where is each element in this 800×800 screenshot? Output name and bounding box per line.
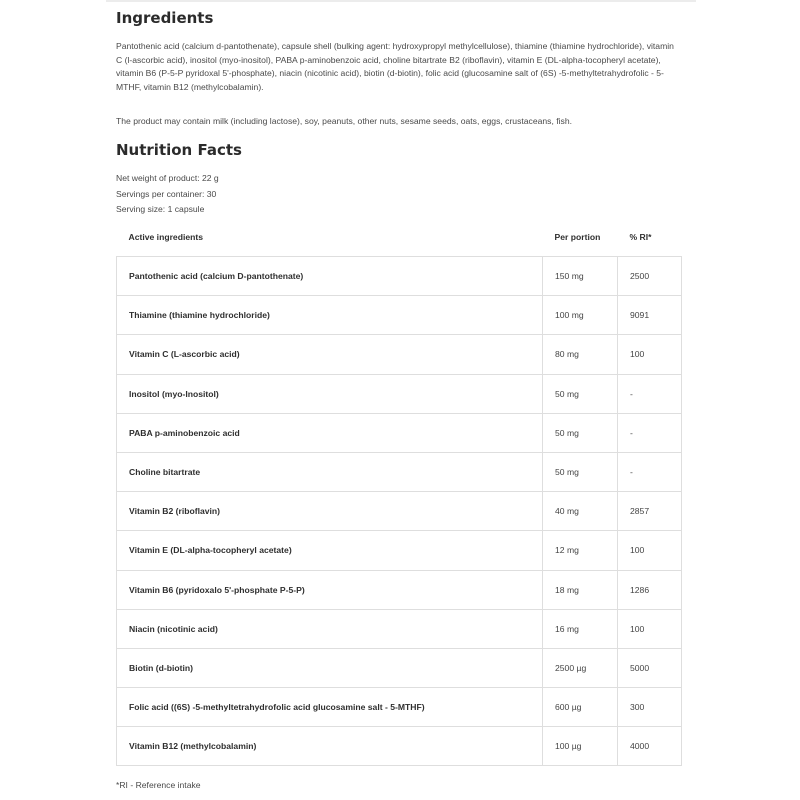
- ri-cell: 2857: [618, 492, 682, 531]
- ri-cell: 100: [618, 531, 682, 570]
- table-row: [117, 452, 682, 491]
- nutrition-table: [116, 217, 682, 766]
- ingredient-name-cell: Vitamin B2 (riboflavin): [117, 492, 543, 531]
- table-header-row: [117, 217, 682, 257]
- serving-size: Serving size: 1 capsule: [116, 204, 205, 214]
- ri-cell: 1286: [618, 570, 682, 609]
- per-portion-cell: 80 mg: [543, 335, 618, 374]
- nutrition-facts-heading: Nutrition Facts: [116, 141, 242, 159]
- ingredient-name-cell: Choline bitartrate: [117, 452, 543, 491]
- ri-cell: 300: [618, 688, 682, 727]
- per-portion-cell: 16 mg: [543, 609, 618, 648]
- ingredient-name-cell: Pantothenic acid (calcium D-pantothenate): [117, 257, 543, 296]
- header-active-ingredients: Active ingredients: [128, 231, 203, 242]
- header-ri: % RI*: [629, 231, 652, 242]
- ri-footnote: *RI - Reference intake: [116, 780, 201, 790]
- ingredients-heading: Ingredients: [116, 9, 214, 27]
- top-divider: [106, 0, 696, 2]
- per-portion-cell: 600 µg: [543, 688, 618, 727]
- ri-cell: -: [618, 452, 682, 491]
- ri-cell: 2500: [618, 257, 682, 296]
- table-row: [117, 374, 682, 413]
- ingredient-name-cell: Biotin (d-biotin): [117, 648, 543, 687]
- net-weight: Net weight of product: 22 g: [116, 173, 219, 183]
- ri-cell: -: [618, 413, 682, 452]
- table-row: [117, 335, 682, 374]
- per-portion-cell: 150 mg: [543, 257, 618, 296]
- table-row: [117, 492, 682, 531]
- table-row: [117, 688, 682, 727]
- per-portion-cell: 100 µg: [543, 727, 618, 766]
- per-portion-cell: 100 mg: [543, 296, 618, 335]
- table-row: [117, 257, 682, 296]
- per-portion-cell: 50 mg: [543, 413, 618, 452]
- ingredient-name-cell: Niacin (nicotinic acid): [117, 609, 543, 648]
- per-portion-cell: 50 mg: [543, 374, 618, 413]
- per-portion-cell: 50 mg: [543, 452, 618, 491]
- ingredient-name-cell: Vitamin B12 (methylcobalamin): [117, 727, 543, 766]
- ri-cell: -: [618, 374, 682, 413]
- ingredient-name-cell: Folic acid ((6S) -5-methyltetrahydrofolic acid glucosamine salt - 5-MTHF): [117, 688, 543, 727]
- table-row: [117, 296, 682, 335]
- ingredient-name-cell: Vitamin B6 (pyridoxalo 5'-phosphate P-5-P): [117, 570, 543, 609]
- ingredient-name-cell: Inositol (myo-Inositol): [117, 374, 543, 413]
- per-portion-cell: 18 mg: [543, 570, 618, 609]
- table-row: [117, 727, 682, 766]
- per-portion-cell: 40 mg: [543, 492, 618, 531]
- per-portion-cell: 12 mg: [543, 531, 618, 570]
- header-per-portion: Per portion: [554, 231, 601, 242]
- nutrition-meta: [116, 171, 219, 218]
- ingredient-name-cell: Thiamine (thiamine hydrochloride): [117, 296, 543, 335]
- ri-cell: 100: [618, 335, 682, 374]
- nutrition-table-body: [117, 257, 682, 766]
- table-row: [117, 648, 682, 687]
- ri-cell: 9091: [618, 296, 682, 335]
- ri-cell: 5000: [618, 648, 682, 687]
- servings-per-container: Servings per container: 30: [116, 188, 217, 199]
- table-row: [117, 570, 682, 609]
- allergen-text: The product may contain milk (including lactose), soy, peanuts, other nuts, sesame seeds, oats, eggs, crustaceans, fish.: [116, 116, 573, 126]
- table-row: [117, 413, 682, 452]
- table-row: [117, 531, 682, 570]
- ri-cell: 4000: [618, 727, 682, 766]
- ingredient-name-cell: Vitamin C (L-ascorbic acid): [117, 335, 543, 374]
- ri-cell: 100: [618, 609, 682, 648]
- per-portion-cell: 2500 µg: [543, 648, 618, 687]
- ingredient-name-cell: PABA p-aminobenzoic acid: [117, 413, 543, 452]
- table-row: [117, 609, 682, 648]
- ingredients-text: Pantothenic acid (calcium d-pantothenate), capsule shell (bulking agent: hydroxypropyl methylcellulose), thiamine (thiamine hydrochloride), vitamin C (l-ascorbic acid), inositol (myo-inositol), PABA p-aminobenzoic acid, choline bitartrate B2 (riboflavin), vitamin E (DL-alpha-tocopheryl acetate), vitamin B6 (P-5-P pyridoxal 5'-phosphate), niacin (nicotinic acid), biotin (d-biotin), folic acid (glucosamine salt of (6S) -5-methyltetrahydrofolic - 5-MTHF, vitamin B12 (methylcobalamin).: [116, 41, 674, 92]
- ingredient-name-cell: Vitamin E (DL-alpha-tocopheryl acetate): [117, 531, 543, 570]
